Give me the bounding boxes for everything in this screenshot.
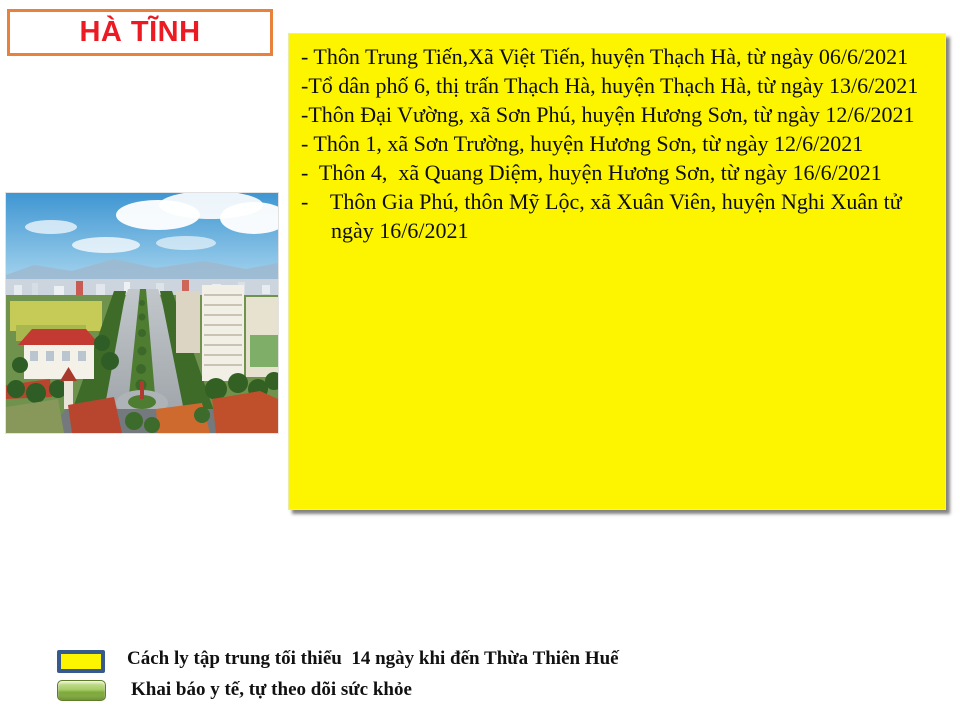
notice-item: -Thôn Đại Vường, xã Sơn Phú, huyện Hương Sơn, từ ngày 12/6/2021 bbox=[301, 102, 915, 127]
left-red-roof bbox=[18, 329, 100, 345]
hotel-tall bbox=[202, 285, 244, 381]
monument-icon bbox=[140, 381, 144, 399]
notice-item: - Thôn 1, xã Sơn Trường, huyện Hương Sơn, từ ngày 12/6/2021 bbox=[301, 131, 864, 156]
province-title: HÀ TĨNH bbox=[79, 16, 201, 48]
left-building bbox=[24, 345, 94, 379]
notice-item: -Tổ dân phố 6, thị trấn Thạch Hà, huyện Thạch Hà, từ ngày 13/6/2021 bbox=[301, 73, 919, 98]
notice-item: - Thôn Gia Phú, thôn Mỹ Lộc, xã Xuân Viên, huyện Nghi Xuân tử ngày 16/6/2021 bbox=[301, 189, 908, 243]
quarantine-swatch-icon bbox=[57, 650, 105, 673]
notice-item: - Thôn 4, xã Quang Diệm, huyện Hương Sơn, từ ngày 16/6/2021 bbox=[301, 160, 882, 185]
building-green bbox=[250, 335, 278, 367]
legend-label-monitor: Khai báo y tế, tự theo dõi sức khỏe bbox=[131, 679, 412, 700]
self-monitor-swatch-icon bbox=[57, 680, 106, 701]
building-mid bbox=[176, 291, 200, 353]
notice-box bbox=[288, 33, 946, 510]
notice-item: - Thôn Trung Tiến,Xã Việt Tiến, huyện Thạch Hà, từ ngày 06/6/2021 bbox=[301, 44, 909, 69]
legend-label-quarantine: Cách ly tập trung tối thiểu 14 ngày khi đến Thừa Thiên Huế bbox=[127, 648, 619, 669]
city-photo bbox=[5, 192, 279, 434]
city-photo-art bbox=[6, 193, 278, 433]
province-title-box bbox=[7, 9, 273, 56]
